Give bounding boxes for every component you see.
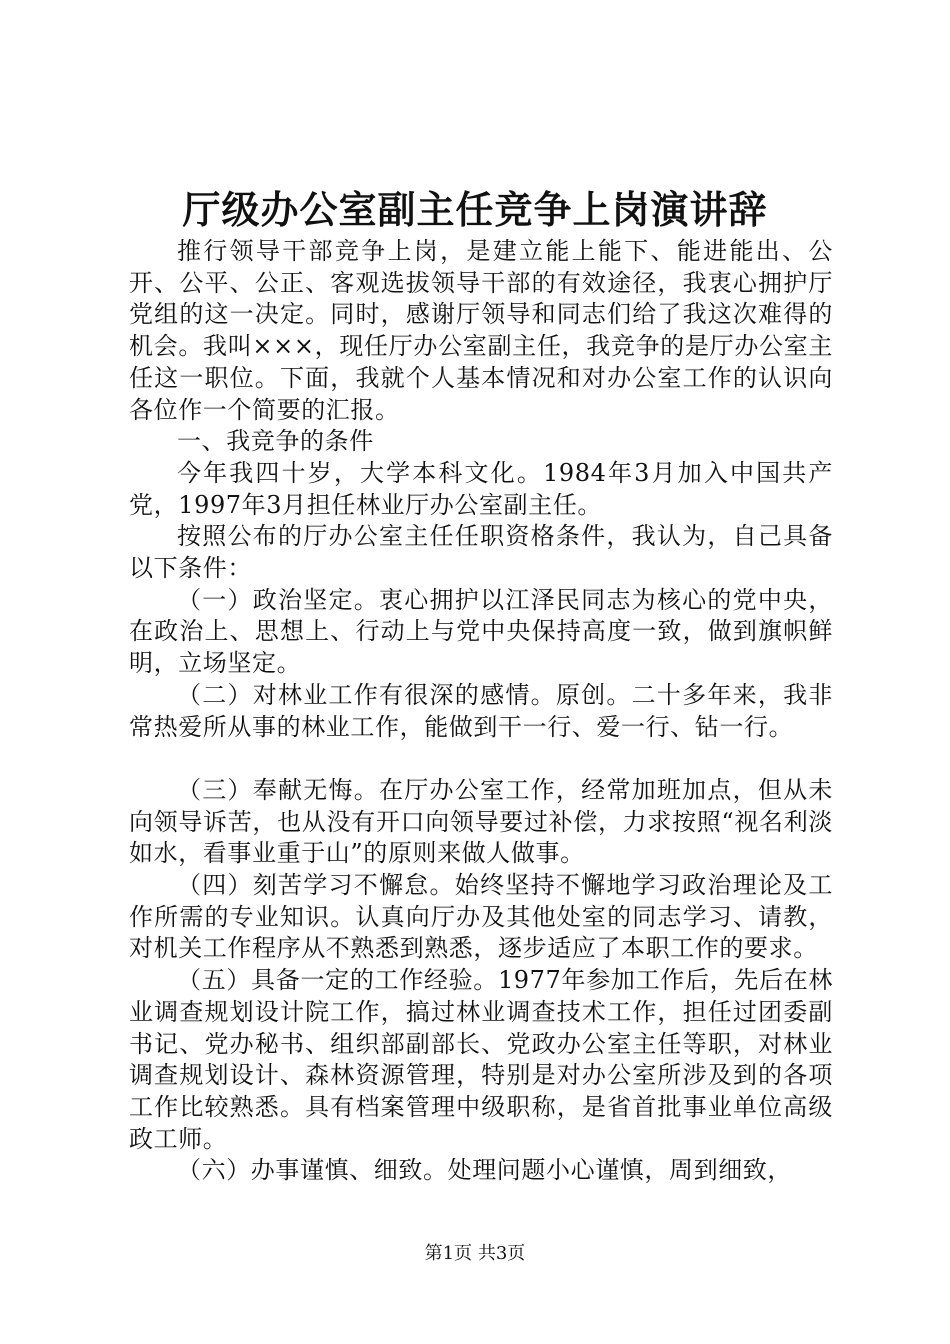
document-title: 厅级办公室副主任竞争上岗演讲辞 (182, 187, 768, 232)
page-footer: 第1页 共3页 (424, 1243, 526, 1264)
paragraph-item-1: （一）政治坚定。衷心拥护以江泽民同志为核心的党中央，在政治上、思想上、行动上与党中央保持高度一致，做到旗帜鲜明，立场坚定。 (129, 585, 833, 678)
document-body (129, 236, 833, 1187)
paragraph-age: 今年我四十岁，大学本科文化。1984年3月加入中国共产党，1997年3月担任林业厅办公室副主任。 (129, 458, 833, 519)
paragraph-item-6: （六）办事谨慎、细致。处理问题小心谨慎，周到细致， (177, 1156, 792, 1185)
paragraph-item-3: （三）奉献无悔。在厅办公室工作，经常加班加点，但从未向领导诉苦，也从没有开口向领导要过补偿，力求按照“视名利淡如水，看事业重于山”的原则来做人做事。 (129, 775, 833, 868)
section-heading: 一、我竞争的条件 (177, 427, 374, 456)
paragraph-intro: 推行领导干部竞争上岗，是建立能上能下、能进能出、公开、公平、公正、客观选拔领导干部的有效途径，我衷心拥护厅党组的这一决定。同时，感谢厅领导和同志们给了我这次难得的机会。我叫×××，现任厅办公室副主任，我竞争的是厅办公室主任这一职位。下面，我就个人基本情况和对办公室工作的认识向各位作一个简要的汇报。 (129, 237, 833, 424)
paragraph-conditions: 按照公布的厅办公室主任任职资格条件，我认为，自己具备以下条件： (129, 522, 833, 583)
paragraph-item-5: （五）具备一定的工作经验。1977年参加工作后，先后在林业调查规划设计院工作，搞过林业调查技术工作，担任过团委副书记、党办秘书、组织部副部长、党政办公室主任等职，对林业调查规划设计、森林资源管理，特别是对办公室所涉及到的各项工作比较熟悉。具有档案管理中级职称，是省首批事业单位高级政工师。 (129, 966, 833, 1153)
paragraph-item-4: （四）刻苦学习不懈怠。始终坚持不懈地学习政治理论及工作所需的专业知识。认真向厅办及其他处室的同志学习、请教，对机关工作程序从不熟悉到熟悉，逐步适应了本职工作的要求。 (129, 871, 833, 963)
blank-line (129, 743, 833, 775)
paragraph-item-2: （二）对林业工作有很深的感情。原创。二十多年来，我非常热爱所从事的林业工作，能做到干一行、爱一行、钻一行。 (129, 680, 833, 741)
